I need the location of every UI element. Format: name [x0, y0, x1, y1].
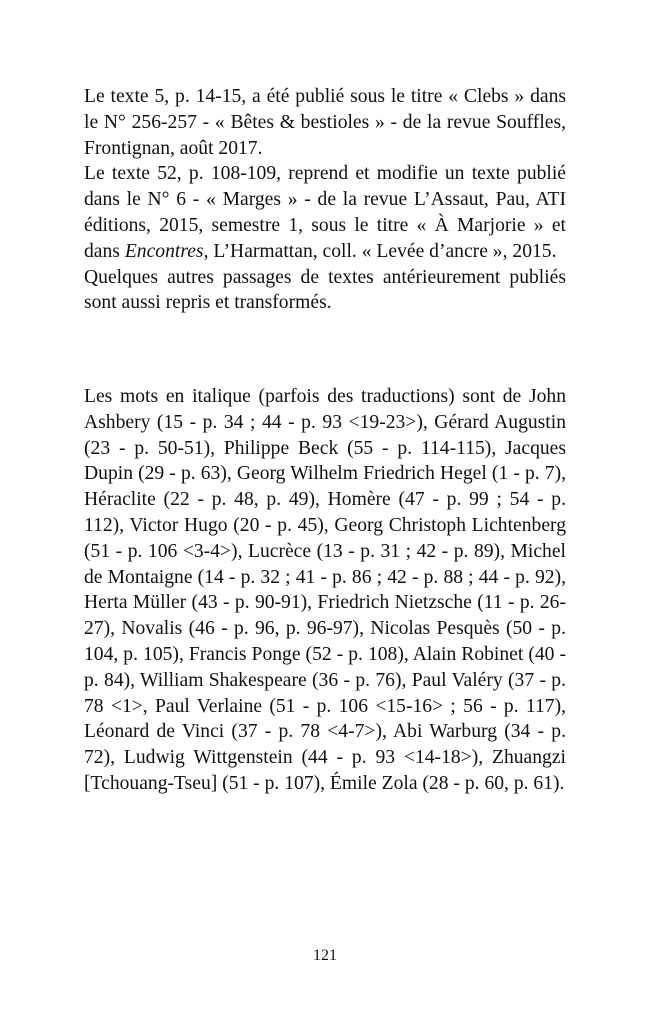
book-title-italic: Encontres: [124, 240, 204, 262]
note-paragraph-clebs: Le texte 5, p. 14-15, a été publié sous le titre « Clebs » dans le N° 256-257 - « Bêtes & bestioles » - de la revue Souffles, Frontignan, août 2017.: [84, 86, 566, 159]
note-text-after: , L’Harmattan, coll. « Levée d’ancre », 2015.: [203, 240, 557, 262]
publication-notes: [84, 84, 566, 316]
note-paragraph-marjorie: [84, 161, 566, 264]
note-paragraph-other: Quelques autres passages de textes antérieurement publiés sont aussi repris et transformés.: [84, 266, 566, 314]
italic-sources-paragraph: Les mots en italique (parfois des traductions) sont de John Ashbery (15 - p. 34 ; 44 - p. 93 <19-23>), Gérard Augustin (23 - p. 50-51), Philippe Beck (55 - p. 114-115), Jacques Dupin (29 - p. 63), Georg Wilhelm Friedrich Hegel (1 - p. 7), Héraclite (22 - p. 48, p. 49), Homère (47 - p. 99 ; 54 - p. 112), Victor Hugo (20 - p. 45), Georg Christoph Lichtenberg (51 - p. 106 <3-4>), Lucrèce (13 - p. 31 ; 42 - p. 89), Michel de Montaigne (14 - p. 32 ; 41 - p. 86 ; 42 - p. 88 ; 44 - p. 92), Herta Müller (43 - p. 90-91), Friedrich Nietzsche (11 - p. 26-27), Novalis (46 - p. 96, p. 96-97), Nicolas Pesquès (50 - p. 104, p. 105), Francis Ponge (52 - p. 108), Alain Robinet (40 - p. 84), William Shakespeare (36 - p. 76), Paul Valéry (37 - p. 78 <1>, Paul Verlaine (51 - p. 106 <15-16> ; 56 - p. 117), Léonard de Vinci (37 - p. 78 <4-7>), Abi Warburg (34 - p. 72), Ludwig Wittgenstein (44 - p. 93 <14-18>), Zhuangzi [Tchouang-Tseu] (51 - p. 107), Émile Zola (28 - p. 60, p. 61).: [84, 386, 566, 794]
page-number: 121: [313, 947, 337, 964]
italic-sources-section: [84, 384, 566, 797]
note-text-before: Le texte 52, p. 108-109, reprend et modifie un texte publié dans le N° 6 - « Marges » - de la revue L’Assaut, Pau, ATI éditions, 2015, semestre 1, sous le titre « À Marjorie » et dans: [84, 163, 566, 262]
